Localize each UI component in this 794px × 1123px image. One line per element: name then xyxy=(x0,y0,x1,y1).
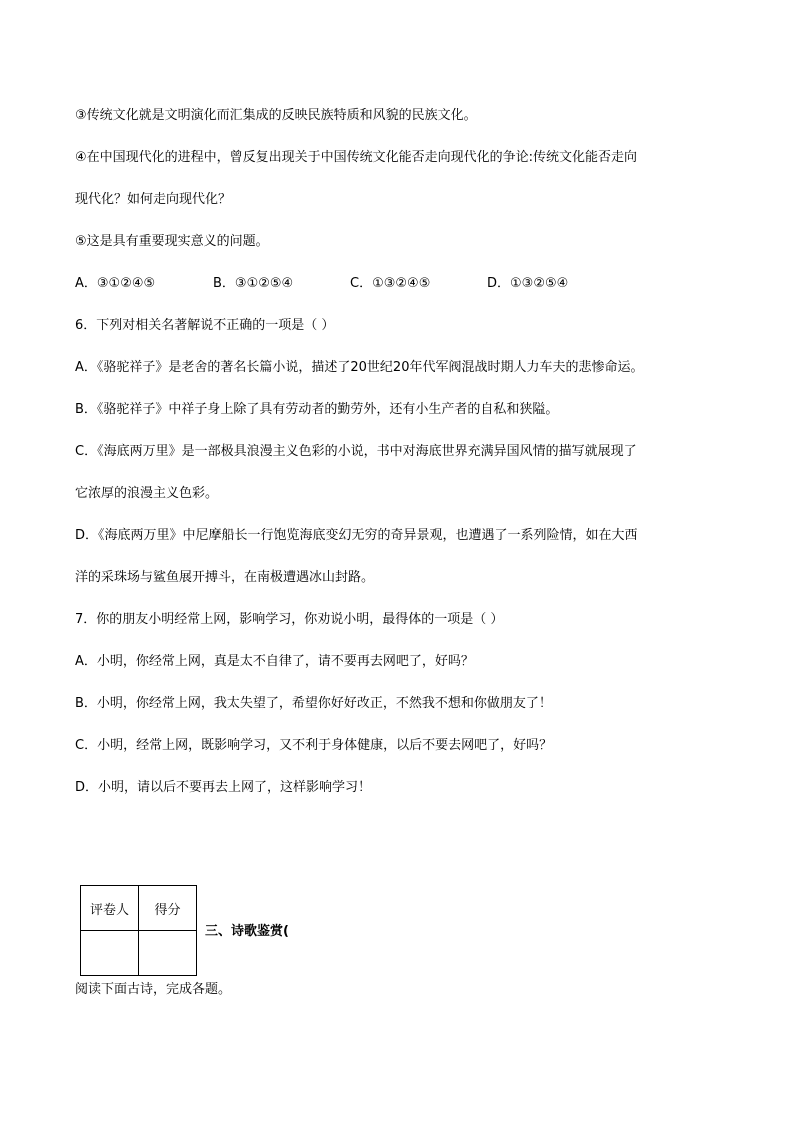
q5-option-d: D．①③②⑤④ xyxy=(487,276,569,291)
q7-stem: 7．你的朋友小明经常上网，影响学习，你劝说小明，最得体的一项是（ ） xyxy=(75,612,504,627)
section-3-title: 三、诗歌鉴赏( xyxy=(205,924,289,939)
q7-option-b: B．小明，你经常上网，我太失望了，希望你好好改正，不然我不想和你做朋友了！ xyxy=(75,696,552,711)
q5-option-c: C．①③②④⑤ xyxy=(350,276,431,291)
q6-option-c-cont: 它浓厚的浪漫主义色彩。 xyxy=(75,486,219,501)
q7-option-d: D．小明，请以后不要再去上网了，这样影响学习！ xyxy=(75,780,372,795)
q7-option-a: A．小明，你经常上网，真是太不自律了，请不要再去网吧了，好吗？ xyxy=(75,654,474,669)
q6-option-d: D．《海底两万里》中尼摩船长一行饱览海底变幻无穷的奇异景观，也遭遇了一系列险情，如在大西 xyxy=(75,528,638,543)
score-header: 得分 xyxy=(139,886,197,931)
grader-cell[interactable] xyxy=(81,931,139,976)
q6-option-d-cont: 洋的采珠场与鲨鱼展开搏斗，在南极遭遇冰山封路。 xyxy=(75,570,375,585)
q6-option-c: C．《海底两万里》是一部极具浪漫主义色彩的小说，书中对海底世界充满异国风情的描写就展现了 xyxy=(75,444,637,459)
section-3-intro: 阅读下面古诗，完成各题。 xyxy=(75,982,232,997)
score-table xyxy=(80,885,197,976)
q6-option-b: B．《骆驼祥子》中祥子身上除了具有劳动者的勤劳外，还有小生产者的自私和狭隘。 xyxy=(75,402,559,417)
paragraph-5: ⑤这是具有重要现实意义的问题。 xyxy=(75,234,269,249)
q5-option-a: A．③①②④⑤ xyxy=(75,276,156,291)
q7-option-c: C．小明，经常上网，既影响学习，又不利于身体健康，以后不要去网吧了，好吗？ xyxy=(75,738,553,753)
q5-option-b: B．③①②⑤④ xyxy=(213,276,294,291)
paragraph-3: ③传统文化就是文明演化而汇集成的反映民族特质和风貌的民族文化。 xyxy=(75,108,477,123)
q6-stem: 6．下列对相关名著解说不正确的一项是（ ） xyxy=(75,318,335,333)
q6-option-a: A．《骆驼祥子》是老舍的著名长篇小说，描述了20世纪20年代军阀混战时期人力车夫的悲惨命运。 xyxy=(75,360,644,375)
grader-header: 评卷人 xyxy=(81,886,139,931)
paragraph-4-cont: 现代化？如何走向现代化？ xyxy=(75,192,232,207)
paragraph-4: ④在中国现代化的进程中，曾反复出现关于中国传统文化能否走向现代化的争论:传统文化能否走向 xyxy=(75,150,638,165)
score-cell[interactable] xyxy=(139,931,197,976)
